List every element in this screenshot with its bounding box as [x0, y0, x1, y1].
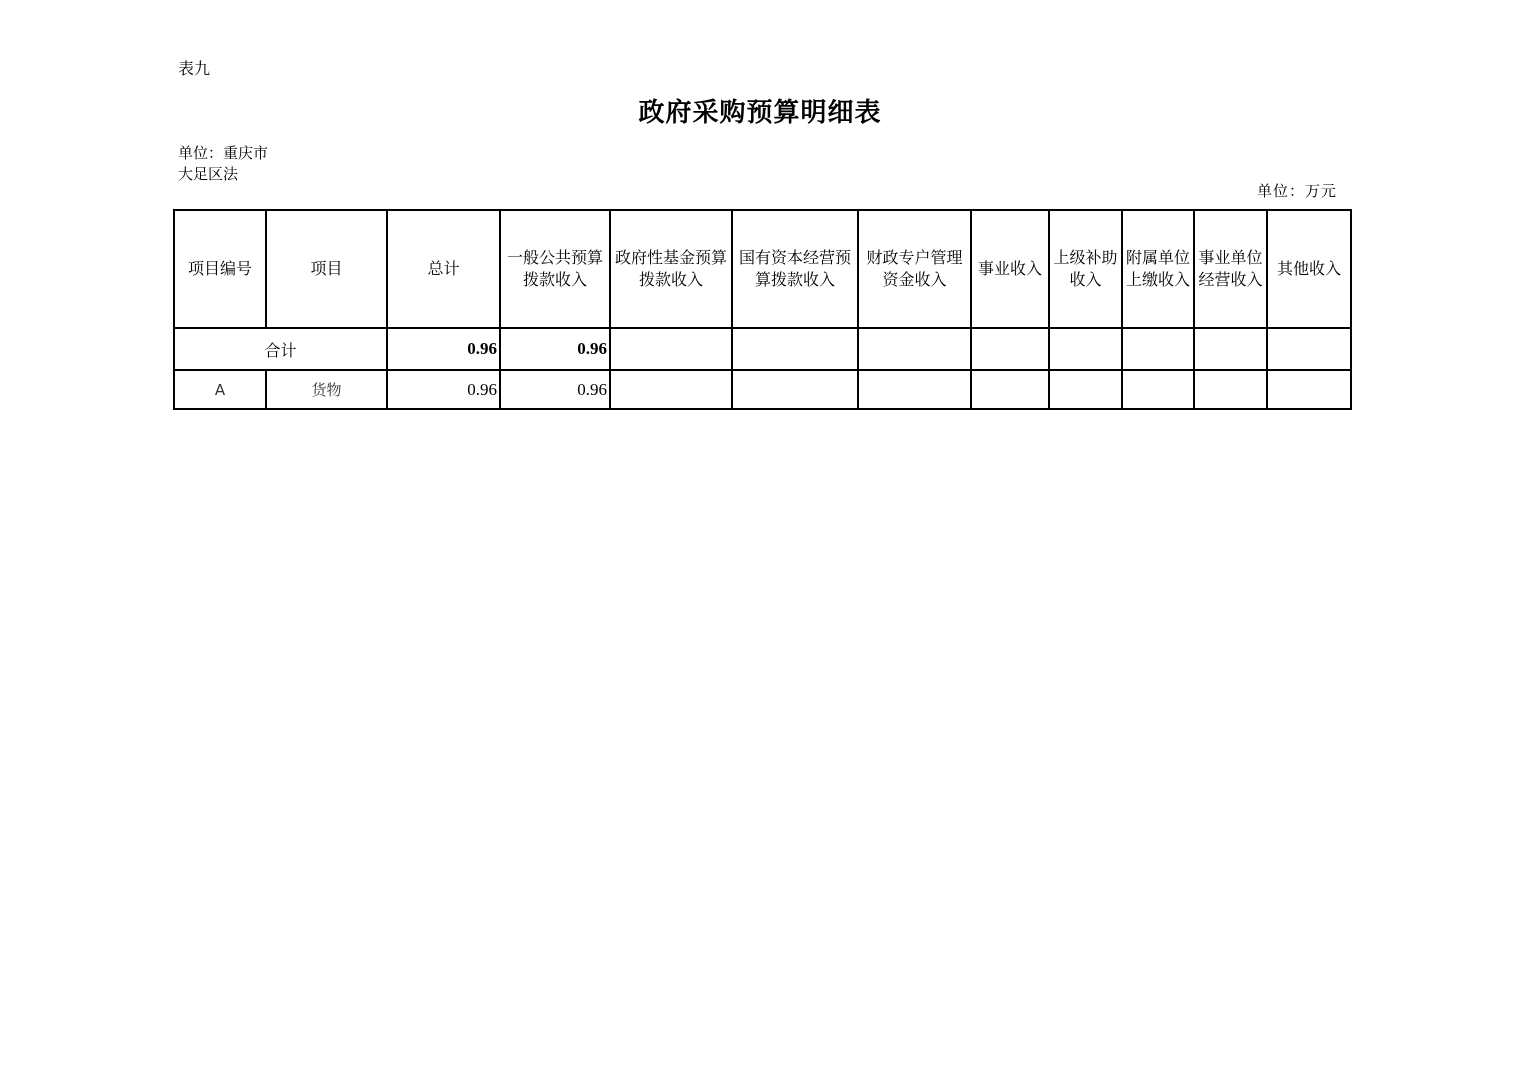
header-affiliated-payment: 附属单位上缴收入 [1122, 210, 1194, 328]
total-general-budget-cell: 0.96 [500, 328, 610, 370]
row-general-budget-cell: 0.96 [500, 370, 610, 409]
header-other-income: 其他收入 [1267, 210, 1351, 328]
header-operating-income: 事业单位经营收入 [1194, 210, 1267, 328]
total-label: 合计 [174, 328, 387, 370]
row-total-cell: 0.96 [387, 370, 500, 409]
empty-cell [971, 370, 1049, 409]
header-project-code: 项目编号 [174, 210, 266, 328]
empty-cell [1194, 328, 1267, 370]
table-total-row [174, 328, 1351, 370]
empty-cell [610, 370, 732, 409]
empty-cell [732, 370, 858, 409]
empty-cell [971, 328, 1049, 370]
row-code-cell: A [174, 370, 266, 409]
empty-cell [858, 370, 971, 409]
unit-currency-label: 单位：万元 [1257, 182, 1338, 200]
empty-cell [1122, 328, 1194, 370]
empty-cell [1122, 370, 1194, 409]
header-general-budget: 一般公共预算拨款收入 [500, 210, 610, 328]
empty-cell [1267, 328, 1351, 370]
table-header-row [174, 210, 1351, 328]
header-gov-fund: 政府性基金预算拨款收入 [610, 210, 732, 328]
header-business-income: 事业收入 [971, 210, 1049, 328]
empty-cell [610, 328, 732, 370]
header-total: 总计 [387, 210, 500, 328]
header-special-account: 财政专户管理资金收入 [858, 210, 971, 328]
row-item-cell: 货物 [266, 370, 387, 409]
header-project: 项目 [266, 210, 387, 328]
table-row [174, 370, 1351, 409]
table-number: 表九 [178, 59, 211, 78]
unit-department-label: 单位：重庆市大足区法 [178, 144, 269, 183]
empty-cell [858, 328, 971, 370]
page-title: 政府采购预算明细表 [638, 98, 882, 128]
empty-cell [1049, 328, 1122, 370]
header-state-capital: 国有资本经营预算拨款收入 [732, 210, 858, 328]
empty-cell [1049, 370, 1122, 409]
procurement-budget-table [173, 209, 1352, 410]
empty-cell [1194, 370, 1267, 409]
total-sum-cell: 0.96 [387, 328, 500, 370]
empty-cell [1267, 370, 1351, 409]
header-superior-subsidy: 上级补助收入 [1049, 210, 1122, 328]
empty-cell [732, 328, 858, 370]
